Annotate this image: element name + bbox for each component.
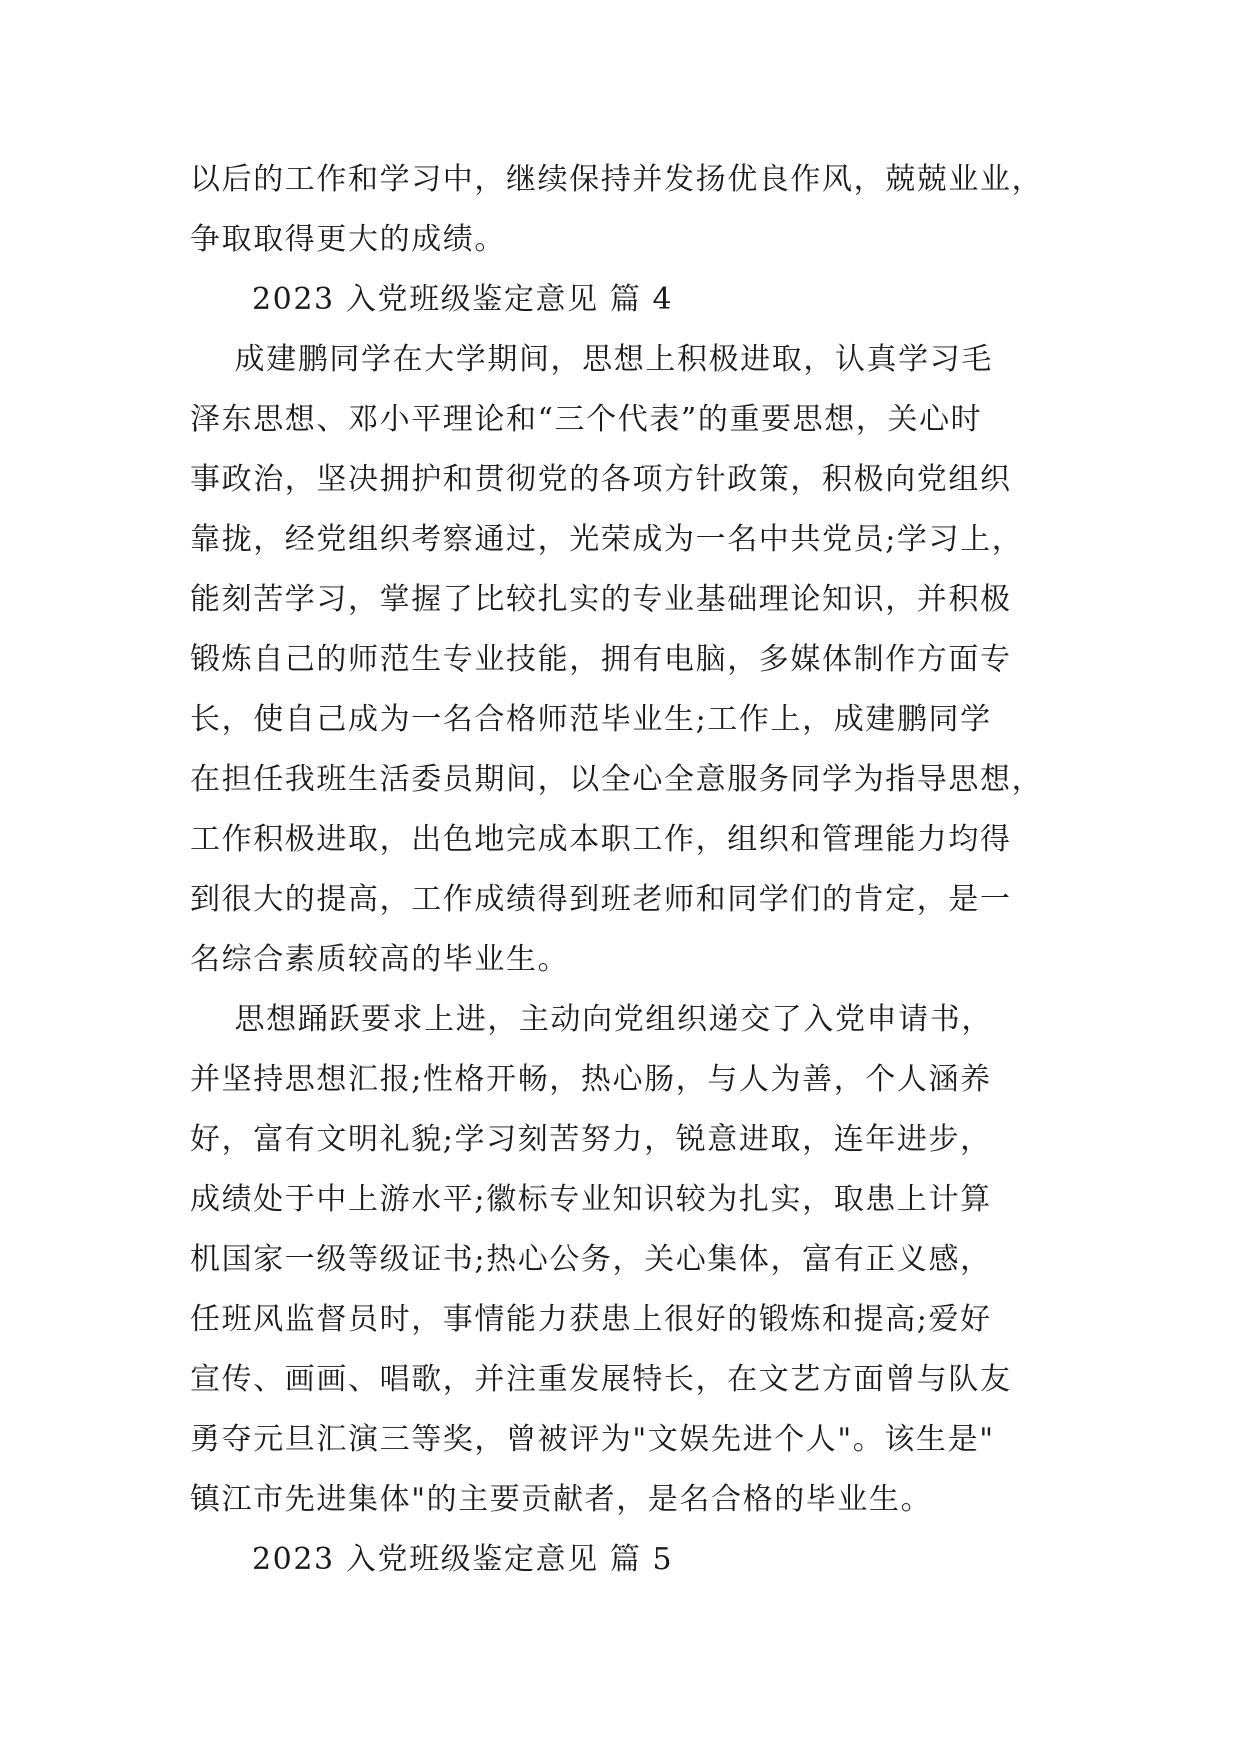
- text-line: 名综合素质较高的毕业生。: [190, 942, 570, 977]
- document-body: [190, 150, 1070, 1590]
- text-line: 事政治，坚决拥护和贯彻党的各项方针政策，积极向党组织: [190, 462, 1012, 497]
- text-line: 锻炼自己的师范生专业技能，拥有电脑，多媒体制作方面专: [190, 642, 1012, 677]
- intro-paragraph: [190, 150, 1070, 270]
- text-line: 成绩处于中上游水平;徽标专业知识较为扎实，取患上计算: [190, 1182, 992, 1217]
- text-line: 泽东思想、邓小平理论和“三个代表”的重要思想，关心时: [190, 402, 983, 437]
- text-line: 到很大的提高，工作成绩得到班老师和同学们的肯定，是一: [190, 882, 1012, 917]
- section-4-paragraph-2: [190, 990, 1070, 1530]
- text-line: 好，富有文明礼貌;学习刻苦努力，锐意进取，连年进步，: [190, 1122, 992, 1157]
- section-5-heading: 2023 入党班级鉴定意见 篇 5: [252, 1542, 674, 1577]
- text-line: 靠拢，经党组织考察通过，光荣成为一名中共党员;学习上，: [190, 522, 1024, 557]
- text-line: 成建鹏同学在大学期间，思想上积极进取，认真学习毛: [190, 342, 993, 377]
- text-line: 长，使自己成为一名合格师范毕业生;工作上，成建鹏同学: [190, 702, 992, 737]
- section-4-paragraph-1: [190, 330, 1070, 990]
- text-line: 在担任我班生活委员期间，以全心全意服务同学为指导思想，: [190, 762, 1044, 797]
- text-line: 争取取得更大的成绩。: [190, 222, 506, 257]
- text-line: 任班风监督员时，事情能力获患上很好的锻炼和提高;爱好: [190, 1302, 992, 1337]
- text-line: 工作积极进取，出色地完成本职工作，组织和管理能力均得: [190, 822, 1012, 857]
- text-line: 宣传、画画、唱歌，并注重发展特长，在文艺方面曾与队友: [190, 1362, 1012, 1397]
- text-line: 勇夺元旦汇演三等奖，曾被评为"文娱先进个人"。该生是": [190, 1422, 995, 1457]
- section-4-heading: 2023 入党班级鉴定意见 篇 4: [252, 282, 674, 317]
- text-line: 能刻苦学习，掌握了比较扎实的专业基础理论知识，并积极: [190, 582, 1012, 617]
- text-line: 以后的工作和学习中，继续保持并发扬优良作风，兢兢业业，: [190, 162, 1044, 197]
- text-line: 并坚持思想汇报;性格开畅，热心肠，与人为善，个人涵养: [190, 1062, 992, 1097]
- text-line: 思想踊跃要求上进，主动向党组织递交了入党申请书，: [190, 1002, 993, 1037]
- text-line: 镇江市先进集体"的主要贡献者，是名合格的毕业生。: [190, 1482, 933, 1517]
- text-line: 机国家一级等级证书;热心公务，关心集体，富有正义感，: [190, 1242, 992, 1277]
